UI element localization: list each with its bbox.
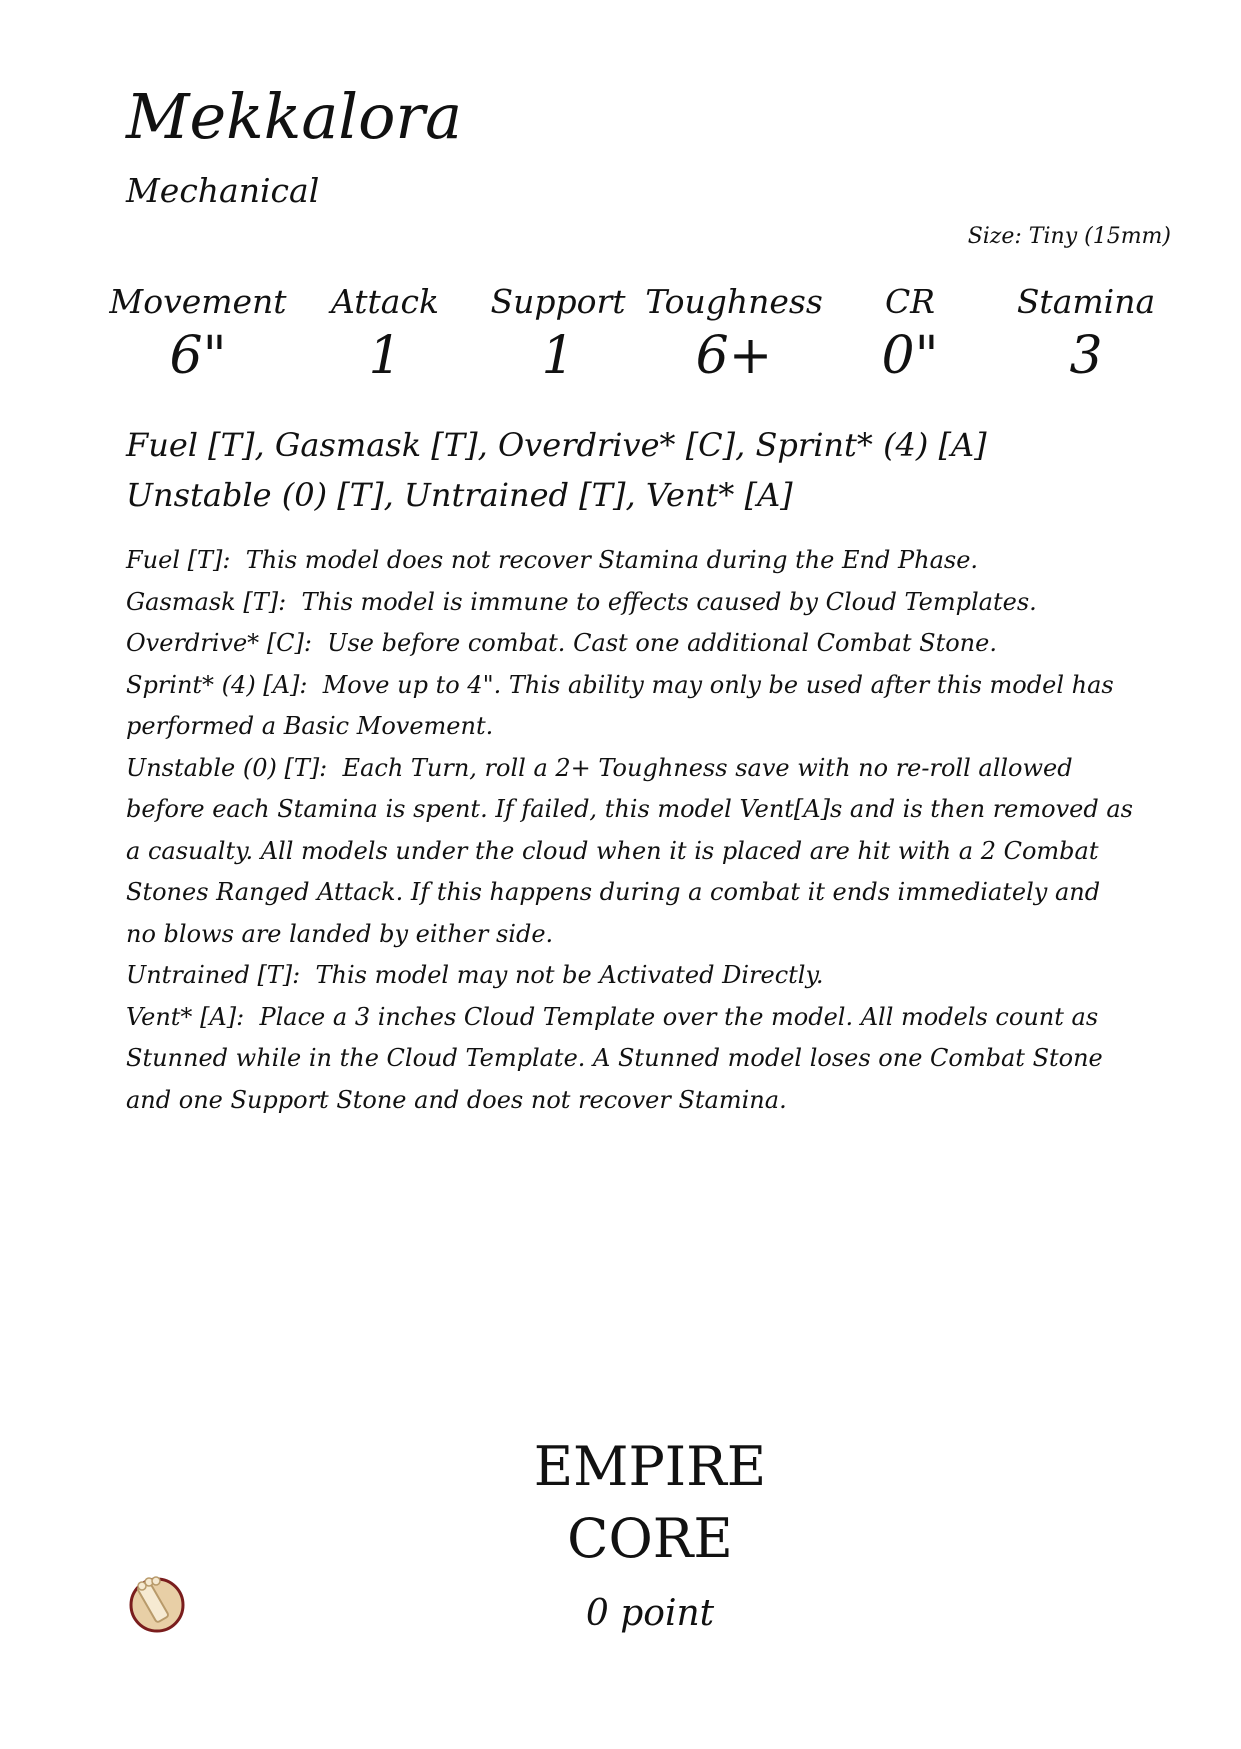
rule-name: Fuel [T]: <box>126 546 231 574</box>
stat-value: 6" <box>169 326 227 386</box>
stat-movement <box>98 282 298 386</box>
stat-line <box>0 282 1241 392</box>
stat-value: 1 <box>541 326 575 386</box>
stat-label: Movement <box>109 282 287 321</box>
rule-descriptions <box>126 540 1136 1121</box>
rule-name: Unstable (0) [T]: <box>126 753 328 782</box>
unit-category: CORE <box>567 1507 733 1570</box>
stat-label: Stamina <box>1016 282 1156 321</box>
stat-stamina <box>986 282 1186 386</box>
stat-support <box>458 282 658 386</box>
stat-label: Attack <box>331 282 439 321</box>
stat-toughness <box>634 282 834 386</box>
rule-gasmask <box>126 582 1136 624</box>
stat-value: 3 <box>1069 326 1103 386</box>
rule-text: This model may not be Activated Directly. <box>315 961 824 989</box>
rule-text: This model is immune to effects caused by Cloud Templates. <box>301 587 1037 616</box>
scroll-hand-logo-icon <box>126 1572 188 1634</box>
rule-vent <box>126 997 1136 1122</box>
stat-cr <box>810 282 1010 386</box>
rule-text: Move up to 4". This ability may only be used after this model has performed a Basic Movement. <box>126 670 1114 740</box>
rule-name: Untrained [T]: <box>126 961 301 989</box>
rule-text: Place a 3 inches Cloud Template over the model. All models count as Stunned while in the Cloud Template. A Stunned model loses one Combat Stone and one Support Stone and does not recover Stamina. <box>126 1002 1103 1114</box>
faction-name: EMPIRE <box>533 1435 767 1498</box>
rule-name: Vent* [A]: <box>126 1002 245 1031</box>
rule-sprint <box>126 665 1136 748</box>
model-size: Size: Tiny (15mm) <box>967 224 1171 249</box>
rule-name: Gasmask [T]: <box>126 587 287 616</box>
stat-value: 0" <box>881 326 939 386</box>
rule-text: Use before combat. Cast one additional Combat Stone. <box>327 629 997 657</box>
model-name: Mekkalora <box>126 80 463 153</box>
rule-overdrive <box>126 623 1136 665</box>
stat-label: Support <box>490 282 626 321</box>
rule-text: Each Turn, roll a 2+ Toughness save with no re-roll allowed before each Stamina is spent. If failed, this model Vent[A]s and is then removed as a casualty. All models under the cloud when it is placed are hit with a 2 Combat Stones Ranged Attack. If this happens during a combat it ends immediately and no blows are landed by either side. <box>126 753 1133 948</box>
rules-summary <box>126 420 987 520</box>
rule-name: Sprint* (4) [A]: <box>126 670 308 699</box>
model-type: Mechanical <box>126 171 320 210</box>
rule-name: Overdrive* [C]: <box>126 629 312 657</box>
rules-summary-line: Fuel [T], Gasmask [T], Overdrive* [C], Sprint* (4) [A] <box>126 426 987 464</box>
rules-summary-line: Unstable (0) [T], Untrained [T], Vent* [A] <box>126 476 793 514</box>
rule-text: This model does not recover Stamina during the End Phase. <box>245 546 979 574</box>
stat-attack <box>285 282 485 386</box>
rule-fuel <box>126 540 1136 582</box>
point-cost: 0 point <box>585 1593 715 1634</box>
stat-value: 1 <box>368 326 402 386</box>
stat-label: Toughness <box>645 282 823 321</box>
rule-untrained <box>126 955 1136 997</box>
rule-unstable <box>126 748 1136 956</box>
stat-label: CR <box>884 282 936 321</box>
stat-value: 6+ <box>695 326 773 386</box>
